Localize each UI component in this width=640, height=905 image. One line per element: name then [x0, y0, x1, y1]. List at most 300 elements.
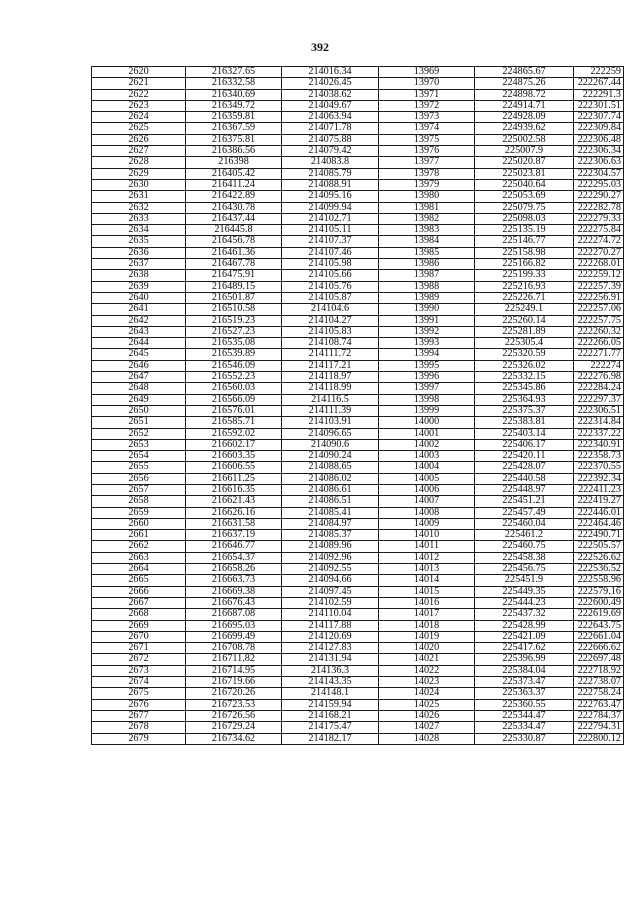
table-row: [92, 225, 624, 236]
table-cell: 222619.69: [574, 609, 624, 620]
table-cell: 225023.81: [475, 168, 574, 179]
table-cell: 214120.69: [282, 631, 379, 642]
table-cell: 13988: [379, 281, 475, 292]
table-cell: 216621.43: [186, 496, 282, 507]
table-cell: 214084.97: [282, 518, 379, 529]
table-cell: 214049.67: [282, 100, 379, 111]
table-cell: 2664: [92, 564, 186, 575]
table-cell: 216576.01: [186, 405, 282, 416]
table-cell: 224928.09: [475, 112, 574, 123]
table-cell: 225437.32: [475, 609, 574, 620]
table-cell: 214088.91: [282, 179, 379, 190]
table-cell: 2632: [92, 202, 186, 213]
table-cell: 2677: [92, 710, 186, 721]
table-row: [92, 394, 624, 405]
table-row: [92, 100, 624, 111]
table-cell: 2626: [92, 134, 186, 145]
table-row: [92, 484, 624, 495]
table-row: [92, 67, 624, 78]
table-row: [92, 654, 624, 665]
table-row: [92, 236, 624, 247]
table-row: [92, 586, 624, 597]
table-row: [92, 213, 624, 224]
table-cell: 214148.1: [282, 688, 379, 699]
table-cell: 222274: [574, 360, 624, 371]
table-cell: 214107.46: [282, 247, 379, 258]
table-row: [92, 78, 624, 89]
table-cell: 225373.47: [475, 677, 574, 688]
table-row: [92, 405, 624, 416]
table-cell: 225451.9: [475, 575, 574, 586]
table-cell: 2653: [92, 439, 186, 450]
table-cell: 222274.72: [574, 236, 624, 247]
table-cell: 222306.63: [574, 157, 624, 168]
table-cell: 214104.6: [282, 304, 379, 315]
table-row: [92, 112, 624, 123]
table-cell: 13976: [379, 146, 475, 157]
table-cell: 214085.79: [282, 168, 379, 179]
table-cell: 222411.23: [574, 484, 624, 495]
table-cell: 225375.37: [475, 405, 574, 416]
table-cell: 2622: [92, 89, 186, 100]
table-cell: 2627: [92, 146, 186, 157]
table-cell: 216519.23: [186, 315, 282, 326]
table-cell: 216631.58: [186, 518, 282, 529]
table-row: [92, 631, 624, 642]
table-cell: 2662: [92, 541, 186, 552]
table-row: [92, 428, 624, 439]
table-cell: 222291.3: [574, 89, 624, 100]
table-row: [92, 722, 624, 733]
table-cell: 14026: [379, 710, 475, 721]
table-cell: 13972: [379, 100, 475, 111]
table-cell: 214099.94: [282, 202, 379, 213]
table-cell: 222307.74: [574, 112, 624, 123]
table-cell: 13990: [379, 304, 475, 315]
table-row: [92, 304, 624, 315]
table-cell: 214159.94: [282, 699, 379, 710]
table-cell: 214083.8: [282, 157, 379, 168]
table-cell: 216592.02: [186, 428, 282, 439]
table-cell: 216552.23: [186, 372, 282, 383]
table-cell: 2639: [92, 281, 186, 292]
table-cell: 13996: [379, 372, 475, 383]
table-cell: 222304.57: [574, 168, 624, 179]
table-cell: 13991: [379, 315, 475, 326]
table-cell: 214095.16: [282, 191, 379, 202]
table-cell: 225079.75: [475, 202, 574, 213]
table-cell: 214117.88: [282, 620, 379, 631]
table-cell: 222340.91: [574, 439, 624, 450]
table-cell: 224914.71: [475, 100, 574, 111]
table-cell: 2669: [92, 620, 186, 631]
table-cell: 2671: [92, 643, 186, 654]
table-cell: 2673: [92, 665, 186, 676]
table-cell: 222260.32: [574, 326, 624, 337]
table-cell: 214105.76: [282, 281, 379, 292]
table-cell: 14020: [379, 643, 475, 654]
table-cell: 214105.11: [282, 225, 379, 236]
table-cell: 222279.33: [574, 213, 624, 224]
table-cell: 216456.78: [186, 236, 282, 247]
table-cell: 214086.02: [282, 473, 379, 484]
table-cell: 14021: [379, 654, 475, 665]
table-cell: 216711.82: [186, 654, 282, 665]
table-cell: 214168.21: [282, 710, 379, 721]
table-cell: 214111.72: [282, 349, 379, 360]
table-cell: 225396.99: [475, 654, 574, 665]
page-number: 392: [311, 40, 329, 54]
table-cell: 214038.62: [282, 89, 379, 100]
table-cell: 216637.19: [186, 530, 282, 541]
table-cell: 222290.27: [574, 191, 624, 202]
table-cell: 225199.33: [475, 270, 574, 281]
table-row: [92, 597, 624, 608]
table-cell: 14002: [379, 439, 475, 450]
table-cell: 222666.62: [574, 643, 624, 654]
table-row: [92, 338, 624, 349]
table-cell: 222763.47: [574, 699, 624, 710]
table-cell: 214105.66: [282, 270, 379, 281]
table-cell: 14019: [379, 631, 475, 642]
table-row: [92, 496, 624, 507]
table-cell: 214108.74: [282, 338, 379, 349]
table-cell: 222257.75: [574, 315, 624, 326]
table-cell: 216729.24: [186, 722, 282, 733]
table-cell: 214131.94: [282, 654, 379, 665]
table-cell: 2658: [92, 496, 186, 507]
table-cell: 214118.99: [282, 383, 379, 394]
table-cell: 13978: [379, 168, 475, 179]
table-cell: 214105.83: [282, 326, 379, 337]
table-cell: 225146.77: [475, 236, 574, 247]
table-row: [92, 462, 624, 473]
table-cell: 222337.22: [574, 428, 624, 439]
table-cell: 222526.62: [574, 552, 624, 563]
table-cell: 216616.35: [186, 484, 282, 495]
table-row: [92, 383, 624, 394]
table-cell: 214104.27: [282, 315, 379, 326]
table-cell: 214090.6: [282, 439, 379, 450]
table-cell: 222271.77: [574, 349, 624, 360]
table-cell: 2641: [92, 304, 186, 315]
table-cell: 216489.15: [186, 281, 282, 292]
table-cell: 222295.03: [574, 179, 624, 190]
table-cell: 214088.65: [282, 462, 379, 473]
table-cell: 225460.04: [475, 518, 574, 529]
table-cell: 2628: [92, 157, 186, 168]
table-cell: 13974: [379, 123, 475, 134]
table-row: [92, 202, 624, 213]
table-cell: 225417.62: [475, 643, 574, 654]
table-cell: 2646: [92, 360, 186, 371]
table-cell: 225326.02: [475, 360, 574, 371]
table-cell: 216510.58: [186, 304, 282, 315]
table-cell: 14017: [379, 609, 475, 620]
table-cell: 225458.38: [475, 552, 574, 563]
table-row: [92, 315, 624, 326]
table-cell: 225305.4: [475, 338, 574, 349]
table-cell: 225428.07: [475, 462, 574, 473]
table-cell: 2659: [92, 507, 186, 518]
table-cell: 2656: [92, 473, 186, 484]
table-cell: 2648: [92, 383, 186, 394]
table-cell: 216695.03: [186, 620, 282, 631]
table-cell: 225444.23: [475, 597, 574, 608]
table-cell: 13981: [379, 202, 475, 213]
table-cell: 222301.51: [574, 100, 624, 111]
table-cell: 216611.25: [186, 473, 282, 484]
table-cell: 2651: [92, 417, 186, 428]
table-cell: 222267.44: [574, 78, 624, 89]
table-cell: 216422.89: [186, 191, 282, 202]
table-cell: 2624: [92, 112, 186, 123]
table-cell: 216349.72: [186, 100, 282, 111]
table-cell: 2663: [92, 552, 186, 563]
table-cell: 214103.91: [282, 417, 379, 428]
table-cell: 14010: [379, 530, 475, 541]
table-cell: 222358.73: [574, 451, 624, 462]
table-cell: 2670: [92, 631, 186, 642]
table-cell: 214182.17: [282, 733, 379, 744]
table-cell: 222306.51: [574, 405, 624, 416]
table-cell: 225281.89: [475, 326, 574, 337]
table-cell: 214016.34: [282, 67, 379, 78]
table-row: [92, 518, 624, 529]
table-cell: 216726.56: [186, 710, 282, 721]
table-cell: 216585.71: [186, 417, 282, 428]
table-cell: 216602.17: [186, 439, 282, 450]
table-cell: 216663.73: [186, 575, 282, 586]
table-cell: 222268.01: [574, 259, 624, 270]
table-cell: 222297.37: [574, 394, 624, 405]
table-cell: 216367.59: [186, 123, 282, 134]
table-row: [92, 191, 624, 202]
table-cell: 216687.08: [186, 609, 282, 620]
table-cell: 214086.61: [282, 484, 379, 495]
table-cell: 14016: [379, 597, 475, 608]
table-cell: 225360.55: [475, 699, 574, 710]
table-cell: 224865.67: [475, 67, 574, 78]
table-row: [92, 665, 624, 676]
table-cell: 14005: [379, 473, 475, 484]
table-cell: 14000: [379, 417, 475, 428]
table-cell: 2668: [92, 609, 186, 620]
table-cell: 216723.53: [186, 699, 282, 710]
table-row: [92, 281, 624, 292]
table-cell: 216734.62: [186, 733, 282, 744]
table-cell: 214079.42: [282, 146, 379, 157]
table-cell: 222738.07: [574, 677, 624, 688]
table-cell: 225332.15: [475, 372, 574, 383]
table-cell: 214107.37: [282, 236, 379, 247]
table-cell: 2655: [92, 462, 186, 473]
table-cell: 13969: [379, 67, 475, 78]
table-row: [92, 552, 624, 563]
table-cell: 225344.47: [475, 710, 574, 721]
table-cell: 214097.45: [282, 586, 379, 597]
table-cell: 14003: [379, 451, 475, 462]
table-cell: 14018: [379, 620, 475, 631]
table-cell: 216658.26: [186, 564, 282, 575]
coordinates-table: [91, 66, 624, 745]
table-cell: 14007: [379, 496, 475, 507]
table-cell: 214127.83: [282, 643, 379, 654]
table-cell: 14014: [379, 575, 475, 586]
table-cell: 14009: [379, 518, 475, 529]
table-cell: 216527.23: [186, 326, 282, 337]
table-cell: 14001: [379, 428, 475, 439]
table-cell: 214102.59: [282, 597, 379, 608]
table-cell: 222579.16: [574, 586, 624, 597]
table-cell: 216714.95: [186, 665, 282, 676]
table-cell: 225226.71: [475, 292, 574, 303]
table-cell: 222276.98: [574, 372, 624, 383]
table-cell: 2643: [92, 326, 186, 337]
table-cell: 225158.98: [475, 247, 574, 258]
table-row: [92, 372, 624, 383]
table-cell: 2657: [92, 484, 186, 495]
table-cell: 216359.81: [186, 112, 282, 123]
table-cell: 214075.88: [282, 134, 379, 145]
table-row: [92, 677, 624, 688]
table-cell: 222464.46: [574, 518, 624, 529]
table-cell: 14015: [379, 586, 475, 597]
table-cell: 225384.04: [475, 665, 574, 676]
table-cell: 2620: [92, 67, 186, 78]
table-cell: 14006: [379, 484, 475, 495]
table-cell: 222643.75: [574, 620, 624, 631]
table-row: [92, 360, 624, 371]
table-cell: 225345.86: [475, 383, 574, 394]
table-cell: 222306.34: [574, 146, 624, 157]
table-cell: 216606.55: [186, 462, 282, 473]
table-cell: 222800.12: [574, 733, 624, 744]
table-cell: 214092.96: [282, 552, 379, 563]
table-cell: 2667: [92, 597, 186, 608]
table-cell: 2647: [92, 372, 186, 383]
table-cell: 13995: [379, 360, 475, 371]
table-cell: 214136.3: [282, 665, 379, 676]
table-cell: 216375.81: [186, 134, 282, 145]
table-cell: 225260.14: [475, 315, 574, 326]
table-cell: 13980: [379, 191, 475, 202]
table-cell: 2621: [92, 78, 186, 89]
table-cell: 225448.97: [475, 484, 574, 495]
table-cell: 216475.91: [186, 270, 282, 281]
table-row: [92, 530, 624, 541]
table-cell: 216646.77: [186, 541, 282, 552]
table-cell: 214102.71: [282, 213, 379, 224]
table-cell: 216535.08: [186, 338, 282, 349]
table-cell: 2672: [92, 654, 186, 665]
table-cell: 13970: [379, 78, 475, 89]
table-cell: 214111.39: [282, 405, 379, 416]
table-body: [92, 67, 624, 745]
table-row: [92, 699, 624, 710]
table-row: [92, 620, 624, 631]
table-cell: 216405.42: [186, 168, 282, 179]
table-cell: 2637: [92, 259, 186, 270]
table-cell: 2625: [92, 123, 186, 134]
table-cell: 214143.35: [282, 677, 379, 688]
table-row: [92, 134, 624, 145]
table-row: [92, 326, 624, 337]
table-cell: 225053.69: [475, 191, 574, 202]
table-cell: 214063.94: [282, 112, 379, 123]
table-cell: 225216.93: [475, 281, 574, 292]
table-cell: 214118.97: [282, 372, 379, 383]
table-cell: 225456.75: [475, 564, 574, 575]
table-row: [92, 89, 624, 100]
table-cell: 13982: [379, 213, 475, 224]
table-cell: 214175.47: [282, 722, 379, 733]
table-row: [92, 688, 624, 699]
table-cell: 14004: [379, 462, 475, 473]
table-cell: 225449.35: [475, 586, 574, 597]
table-cell: 13992: [379, 326, 475, 337]
table-cell: 222266.05: [574, 338, 624, 349]
table-cell: 222284.24: [574, 383, 624, 394]
table-cell: 225383.81: [475, 417, 574, 428]
table-row: [92, 292, 624, 303]
table-cell: 222419.27: [574, 496, 624, 507]
table-cell: 225320.59: [475, 349, 574, 360]
table-cell: 214096.65: [282, 428, 379, 439]
table-cell: 225007.9: [475, 146, 574, 157]
table-cell: 2675: [92, 688, 186, 699]
table-cell: 2649: [92, 394, 186, 405]
table-cell: 216340.69: [186, 89, 282, 100]
table-cell: 216626.16: [186, 507, 282, 518]
table-cell: 14028: [379, 733, 475, 744]
table-cell: 216546.09: [186, 360, 282, 371]
table-cell: 222600.49: [574, 597, 624, 608]
table-cell: 14011: [379, 541, 475, 552]
table-cell: 222259: [574, 67, 624, 78]
table-row: [92, 270, 624, 281]
table-cell: 214092.55: [282, 564, 379, 575]
table-row: [92, 259, 624, 270]
table-cell: 2635: [92, 236, 186, 247]
table-cell: 214110.04: [282, 609, 379, 620]
table-cell: 225334.47: [475, 722, 574, 733]
table-cell: 2642: [92, 315, 186, 326]
table-cell: 216430.78: [186, 202, 282, 213]
table-cell: 225330.87: [475, 733, 574, 744]
table-cell: 222718.92: [574, 665, 624, 676]
table-cell: 222784.37: [574, 710, 624, 721]
table-cell: 13979: [379, 179, 475, 190]
table-cell: 225020.87: [475, 157, 574, 168]
table-row: [92, 168, 624, 179]
table-cell: 225406.17: [475, 439, 574, 450]
table-cell: 214071.78: [282, 123, 379, 134]
table-row: [92, 349, 624, 360]
table-cell: 225002.58: [475, 134, 574, 145]
table-cell: 13985: [379, 247, 475, 258]
table-cell: 13989: [379, 292, 475, 303]
table-cell: 2652: [92, 428, 186, 439]
table-cell: 13987: [379, 270, 475, 281]
table-cell: 222661.04: [574, 631, 624, 642]
table-cell: 13998: [379, 394, 475, 405]
table-cell: 222392.34: [574, 473, 624, 484]
table-cell: 14023: [379, 677, 475, 688]
table-cell: 14027: [379, 722, 475, 733]
table-cell: 225403.14: [475, 428, 574, 439]
table-cell: 216720.26: [186, 688, 282, 699]
